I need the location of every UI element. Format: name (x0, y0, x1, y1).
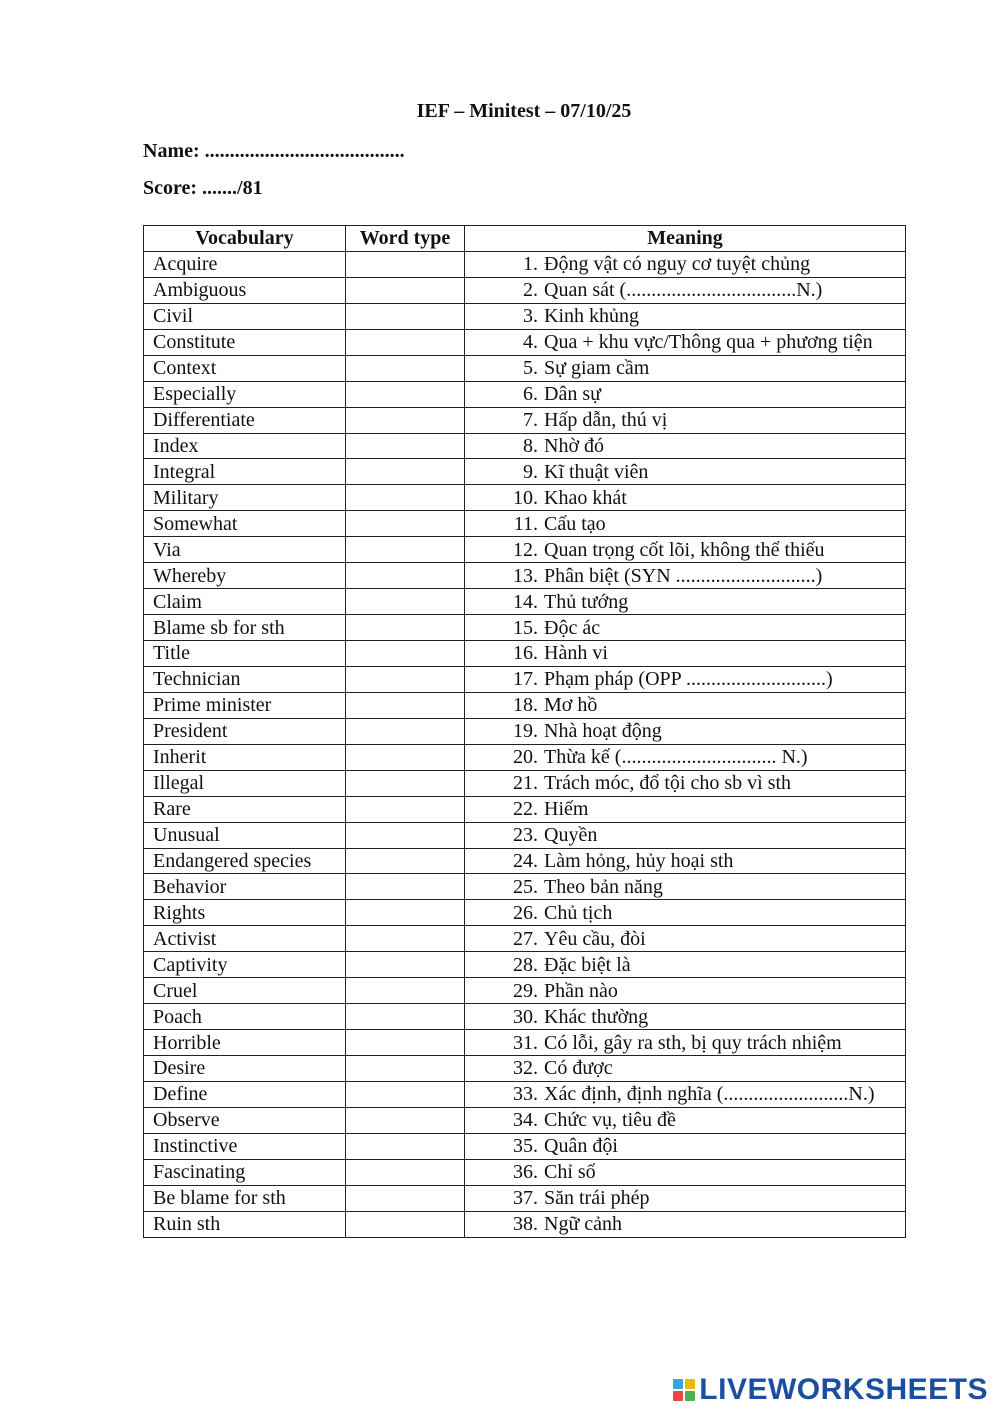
vocabulary-cell: Rights (144, 900, 346, 926)
table-row (144, 485, 906, 511)
table-row (144, 718, 906, 744)
meaning-cell (465, 848, 906, 874)
meaning-cell (465, 1159, 906, 1185)
vocabulary-cell: Technician (144, 666, 346, 692)
table-row (144, 537, 906, 563)
meaning-text: Chỉ số (544, 1161, 596, 1184)
vocabulary-cell: Ruin sth (144, 1211, 346, 1237)
meaning-number: 16. (513, 642, 538, 665)
vocabulary-cell: Unusual (144, 822, 346, 848)
meaning-cell (465, 1030, 906, 1056)
table-row (144, 277, 906, 303)
word-type-cell[interactable] (346, 355, 465, 381)
meaning-text: Thủ tướng (544, 590, 629, 613)
meaning-cell (465, 511, 906, 537)
meaning-cell (465, 537, 906, 563)
meaning-text: Yêu cầu, đòi (544, 927, 646, 950)
meaning-number: 28. (513, 953, 538, 976)
vocabulary-cell: Claim (144, 589, 346, 615)
table-row (144, 641, 906, 667)
vocabulary-cell: Illegal (144, 770, 346, 796)
meaning-text: Quân đội (544, 1135, 618, 1158)
word-type-cell[interactable] (346, 822, 465, 848)
table-row (144, 355, 906, 381)
meaning-text: Quan trọng cốt lõi, không thể thiếu (544, 538, 825, 561)
meaning-text: Mơ hồ (544, 694, 598, 717)
vocabulary-cell: Somewhat (144, 511, 346, 537)
meaning-number: 33. (513, 1083, 538, 1106)
vocabulary-cell: Constitute (144, 329, 346, 355)
meaning-cell (465, 641, 906, 667)
table-row (144, 1004, 906, 1030)
word-type-cell[interactable] (346, 848, 465, 874)
meaning-number: 37. (513, 1187, 538, 1210)
meaning-cell (465, 1107, 906, 1133)
table-row (144, 1159, 906, 1185)
word-type-cell[interactable] (346, 900, 465, 926)
vocabulary-cell: Differentiate (144, 407, 346, 433)
table-row (144, 796, 906, 822)
meaning-cell (465, 666, 906, 692)
meaning-number: 8. (523, 434, 538, 457)
meaning-number: 7. (523, 409, 538, 432)
word-type-cell[interactable] (346, 666, 465, 692)
meaning-cell (465, 874, 906, 900)
name-line: Name: ........................................ (143, 140, 405, 162)
word-type-cell[interactable] (346, 251, 465, 277)
word-type-cell[interactable] (346, 537, 465, 563)
word-type-cell[interactable] (346, 589, 465, 615)
table-row (144, 563, 906, 589)
table-row (144, 926, 906, 952)
meaning-text: Ngữ cảnh (544, 1213, 623, 1236)
vocabulary-cell: Inherit (144, 744, 346, 770)
meaning-number: 14. (513, 590, 538, 613)
meaning-number: 17. (513, 668, 538, 691)
table-row (144, 329, 906, 355)
table-row (144, 692, 906, 718)
meaning-cell (465, 692, 906, 718)
table-row (144, 381, 906, 407)
meaning-cell (465, 796, 906, 822)
meaning-text: Đặc biệt là (544, 953, 631, 976)
word-type-cell[interactable] (346, 744, 465, 770)
table-row (144, 407, 906, 433)
word-type-cell[interactable] (346, 615, 465, 641)
meaning-number: 3. (523, 305, 538, 328)
meaning-number: 20. (513, 746, 538, 769)
meaning-cell (465, 1004, 906, 1030)
vocabulary-cell: Fascinating (144, 1159, 346, 1185)
meaning-text: Độc ác (544, 616, 601, 639)
meaning-text: Phần nào (544, 979, 618, 1002)
meaning-text: Trách móc, đổ tội cho sb vì sth (544, 772, 792, 795)
vocabulary-cell: Blame sb for sth (144, 615, 346, 641)
meaning-number: 25. (513, 875, 538, 898)
meaning-number: 9. (523, 460, 538, 483)
meaning-text: Chủ tịch (544, 901, 613, 924)
table-row (144, 666, 906, 692)
vocabulary-cell: Be blame for sth (144, 1185, 346, 1211)
meaning-text: Có lỗi, gây ra sth, bị quy trách nhiệm (544, 1031, 842, 1054)
table-row (144, 251, 906, 277)
meaning-cell (465, 433, 906, 459)
table-row (144, 1185, 906, 1211)
meaning-cell (465, 251, 906, 277)
meaning-text: Theo bản năng (544, 875, 663, 898)
vocabulary-cell: Activist (144, 926, 346, 952)
word-type-cell[interactable] (346, 692, 465, 718)
meaning-text: Nhà hoạt động (544, 720, 662, 743)
meaning-cell (465, 1056, 906, 1082)
score-line: Score: ......./81 (143, 177, 263, 199)
meaning-number: 27. (513, 927, 538, 950)
word-type-cell[interactable] (346, 563, 465, 589)
meaning-cell (465, 1211, 906, 1237)
word-type-cell[interactable] (346, 718, 465, 744)
meaning-number: 4. (523, 331, 538, 354)
vocabulary-cell: Observe (144, 1107, 346, 1133)
vocabulary-cell: President (144, 718, 346, 744)
word-type-cell[interactable] (346, 485, 465, 511)
word-type-cell[interactable] (346, 796, 465, 822)
meaning-text: Động vật có nguy cơ tuyệt chủng (544, 253, 811, 276)
table-row (144, 952, 906, 978)
table-row (144, 1133, 906, 1159)
meaning-cell (465, 952, 906, 978)
word-type-cell[interactable] (346, 1185, 465, 1211)
vocabulary-cell: Captivity (144, 952, 346, 978)
word-type-cell[interactable] (346, 1211, 465, 1237)
meaning-cell (465, 744, 906, 770)
meaning-text: Cấu tạo (544, 512, 606, 535)
vocabulary-table (143, 225, 906, 1238)
word-type-cell[interactable] (346, 1133, 465, 1159)
vocabulary-cell: Acquire (144, 251, 346, 277)
vocabulary-cell: Prime minister (144, 692, 346, 718)
table-row (144, 770, 906, 796)
table-row (144, 589, 906, 615)
meaning-text: Dân sự (544, 383, 601, 406)
meaning-text: Quyền (544, 824, 598, 847)
table-row (144, 1081, 906, 1107)
meaning-number: 10. (513, 486, 538, 509)
word-type-cell[interactable] (346, 329, 465, 355)
meaning-cell (465, 303, 906, 329)
table-header-row (144, 226, 906, 252)
column-header-meaning: Meaning (465, 226, 906, 252)
table-row (144, 1211, 906, 1237)
word-type-cell[interactable] (346, 1107, 465, 1133)
meaning-text: Có được (544, 1057, 613, 1080)
vocabulary-cell: Define (144, 1081, 346, 1107)
meaning-number: 24. (513, 849, 538, 872)
meaning-cell (465, 485, 906, 511)
word-type-cell[interactable] (346, 770, 465, 796)
meaning-number: 36. (513, 1161, 538, 1184)
meaning-number: 19. (513, 720, 538, 743)
word-type-cell[interactable] (346, 1159, 465, 1185)
column-header-vocabulary: Vocabulary (144, 226, 346, 252)
meaning-text: Hấp dẫn, thú vị (544, 409, 668, 432)
meaning-text: Săn trái phép (544, 1187, 650, 1210)
vocabulary-cell: Behavior (144, 874, 346, 900)
word-type-cell[interactable] (346, 277, 465, 303)
word-type-cell[interactable] (346, 303, 465, 329)
vocabulary-cell: Rare (144, 796, 346, 822)
meaning-number: 30. (513, 1005, 538, 1028)
meaning-text: Khao khát (544, 486, 627, 509)
word-type-cell[interactable] (346, 1081, 465, 1107)
table-row (144, 433, 906, 459)
vocabulary-cell: Context (144, 355, 346, 381)
meaning-number: 6. (523, 383, 538, 406)
meaning-cell (465, 589, 906, 615)
word-type-cell[interactable] (346, 978, 465, 1004)
table-row (144, 874, 906, 900)
meaning-number: 18. (513, 694, 538, 717)
table-row (144, 303, 906, 329)
meaning-cell (465, 718, 906, 744)
meaning-text: Qua + khu vực/Thông qua + phương tiện (544, 331, 873, 354)
meaning-number: 32. (513, 1057, 538, 1080)
vocabulary-cell: Desire (144, 1056, 346, 1082)
table-row (144, 978, 906, 1004)
table-row (144, 1056, 906, 1082)
meaning-number: 21. (513, 772, 538, 795)
vocabulary-cell: Via (144, 537, 346, 563)
table-row (144, 1107, 906, 1133)
meaning-number: 12. (513, 538, 538, 561)
meaning-cell (465, 1133, 906, 1159)
word-type-cell[interactable] (346, 952, 465, 978)
liveworksheets-logo-icon (673, 1379, 695, 1401)
word-type-cell[interactable] (346, 381, 465, 407)
meaning-number: 22. (513, 798, 538, 821)
meaning-text: Phân biệt (SYN ............................) (544, 564, 823, 587)
meaning-text: Làm hỏng, hủy hoại sth (544, 849, 734, 872)
word-type-cell[interactable] (346, 641, 465, 667)
meaning-number: 13. (513, 564, 538, 587)
vocabulary-cell: Military (144, 485, 346, 511)
meaning-cell (465, 770, 906, 796)
meaning-cell (465, 615, 906, 641)
meaning-text: Chức vụ, tiêu đề (544, 1109, 676, 1132)
column-header-word-type: Word type (346, 226, 465, 252)
table-row (144, 615, 906, 641)
meaning-cell (465, 407, 906, 433)
vocabulary-cell: Ambiguous (144, 277, 346, 303)
meaning-number: 23. (513, 824, 538, 847)
table-row (144, 900, 906, 926)
meaning-cell (465, 563, 906, 589)
word-type-cell[interactable] (346, 1004, 465, 1030)
liveworksheets-brand (673, 1374, 988, 1406)
vocabulary-cell: Poach (144, 1004, 346, 1030)
meaning-text: Phạm pháp (OPP ............................) (544, 668, 833, 691)
meaning-text: Sự giam cầm (544, 357, 650, 380)
table-row (144, 822, 906, 848)
meaning-cell (465, 978, 906, 1004)
vocabulary-cell: Integral (144, 459, 346, 485)
meaning-text: Nhờ đó (544, 434, 605, 457)
meaning-text: Kĩ thuật viên (544, 460, 649, 483)
vocabulary-cell: Civil (144, 303, 346, 329)
meaning-number: 11. (513, 512, 538, 535)
vocabulary-cell: Whereby (144, 563, 346, 589)
meaning-cell (465, 459, 906, 485)
table-row (144, 744, 906, 770)
table-row (144, 848, 906, 874)
table-row (144, 511, 906, 537)
page-title: IEF – Minitest – 07/10/25 (416, 100, 632, 122)
meaning-cell (465, 1081, 906, 1107)
meaning-text: Kinh khủng (544, 305, 639, 328)
meaning-cell (465, 900, 906, 926)
vocabulary-cell: Endangered species (144, 848, 346, 874)
word-type-cell[interactable] (346, 1030, 465, 1056)
meaning-cell (465, 381, 906, 407)
word-type-cell[interactable] (346, 459, 465, 485)
word-type-cell[interactable] (346, 511, 465, 537)
brand-name: LIVEWORKSHEETS (699, 1373, 988, 1406)
meaning-text: Hành vi (544, 642, 608, 665)
meaning-number: 1. (523, 253, 538, 276)
meaning-text: Thừa kế (............................... N.) (544, 746, 808, 769)
table-row (144, 1030, 906, 1056)
meaning-cell (465, 329, 906, 355)
meaning-text: Khác thường (544, 1005, 649, 1028)
word-type-cell[interactable] (346, 407, 465, 433)
meaning-number: 35. (513, 1135, 538, 1158)
meaning-cell (465, 822, 906, 848)
meaning-number: 31. (513, 1031, 538, 1054)
meaning-cell (465, 277, 906, 303)
vocabulary-cell: Horrible (144, 1030, 346, 1056)
meaning-text: Quan sát (..................................N.) (544, 279, 823, 302)
word-type-cell[interactable] (346, 926, 465, 952)
word-type-cell[interactable] (346, 433, 465, 459)
word-type-cell[interactable] (346, 874, 465, 900)
meaning-cell (465, 926, 906, 952)
vocabulary-cell: Instinctive (144, 1133, 346, 1159)
meaning-number: 29. (513, 979, 538, 1002)
vocabulary-cell: Title (144, 641, 346, 667)
meaning-cell (465, 1185, 906, 1211)
meaning-number: 38. (513, 1213, 538, 1236)
meaning-number: 34. (513, 1109, 538, 1132)
meaning-number: 15. (513, 616, 538, 639)
word-type-cell[interactable] (346, 1056, 465, 1082)
meaning-cell (465, 355, 906, 381)
meaning-number: 5. (523, 357, 538, 380)
table-row (144, 459, 906, 485)
meaning-number: 26. (513, 901, 538, 924)
vocabulary-cell: Cruel (144, 978, 346, 1004)
meaning-text: Hiếm (544, 798, 589, 821)
meaning-text: Xác định, định nghĩa (.........................N.) (544, 1083, 875, 1106)
vocabulary-cell: Especially (144, 381, 346, 407)
meaning-number: 2. (523, 279, 538, 302)
vocabulary-cell: Index (144, 433, 346, 459)
